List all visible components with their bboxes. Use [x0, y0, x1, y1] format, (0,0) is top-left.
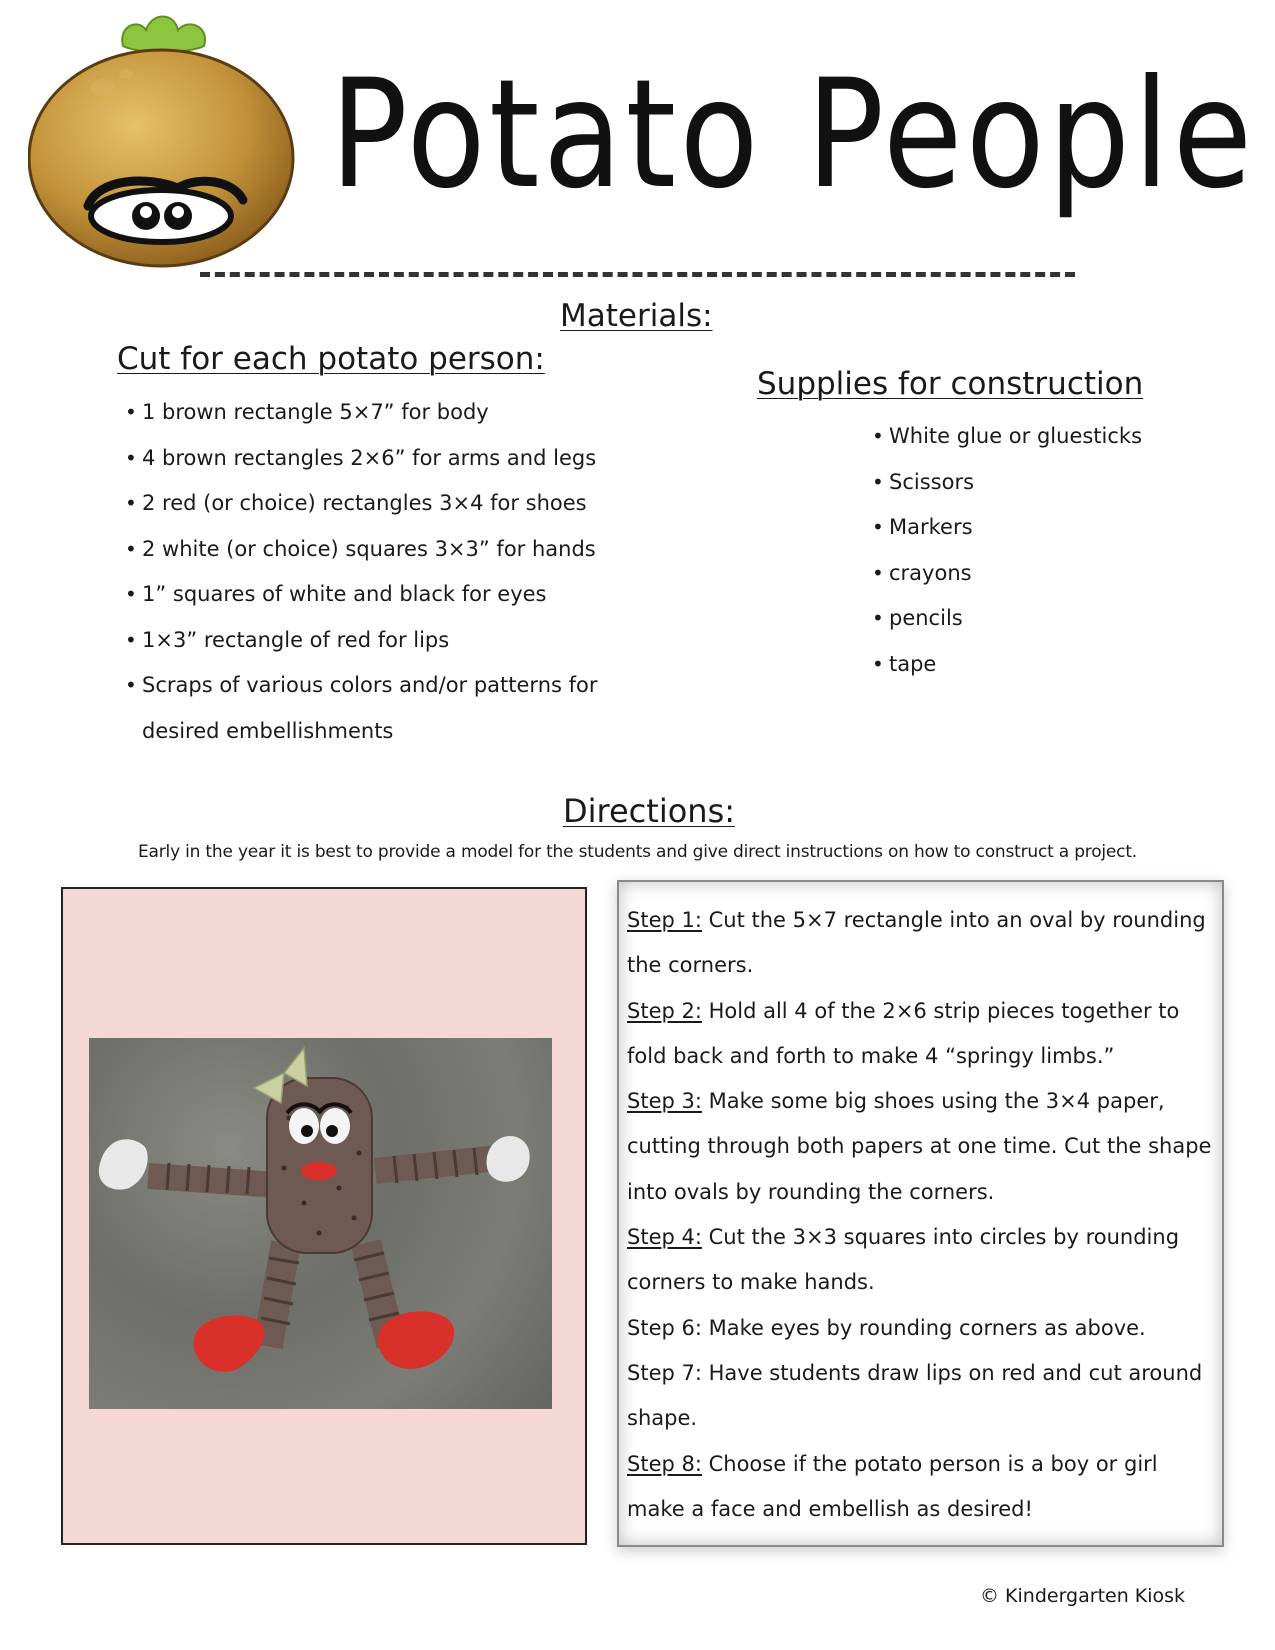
materials-heading: Materials:: [560, 298, 713, 334]
step-text: Cut the 3×3 squares into circles by rounding corners to make hands.: [627, 1225, 1180, 1295]
step-text: Have students draw lips on red and cut around shape.: [627, 1360, 1203, 1431]
list-item: • Scissors: [872, 460, 1142, 506]
step-text: Cut the 5×7 rectangle into an oval by rounding the corners.: [627, 908, 1206, 978]
step-label: Step 7:: [627, 1360, 702, 1385]
list-item: • 2 red (or choice) rectangles 3×4 for shoes: [125, 481, 645, 527]
step-text: Hold all 4 of the 2×6 strip pieces together to fold back and forth to make 4 “springy limbs.”: [627, 998, 1180, 1068]
step-text: Make some big shoes using the 3×4 paper, cutting through both papers at one time. Cut the shape into ovals by rounding the corners.: [627, 1089, 1212, 1204]
list-item: • 1×3” rectangle of red for lips: [125, 618, 645, 664]
step-text: Make eyes by rounding corners as above.: [701, 1315, 1146, 1340]
dashed-divider: [200, 272, 1075, 277]
step-label: Step 6:: [627, 1315, 702, 1340]
step-label: Step 4:: [627, 1225, 702, 1250]
directions-intro: Early in the year it is best to provide a model for the students and give direct instructions on how to construct a project.: [138, 842, 1137, 862]
list-item: • crayons: [872, 551, 1142, 597]
step-text: Choose if the potato person is a boy or girl make a face and embellish as desired!: [627, 1451, 1158, 1521]
step-2: [627, 989, 1217, 1080]
list-item: • tape: [872, 642, 1142, 688]
supplies-list: [872, 414, 1142, 687]
page-title: Potato People: [330, 48, 1256, 222]
copyright: © Kindergarten Kiosk: [980, 1585, 1186, 1607]
step-6: [627, 1306, 1217, 1351]
list-item: • Scraps of various colors and/or patterns for desired embellishments: [125, 663, 645, 754]
step-8: [627, 1442, 1217, 1533]
step-label: Step 8:: [627, 1451, 702, 1476]
list-item: • Markers: [872, 505, 1142, 551]
list-item: • White glue or gluesticks: [872, 414, 1142, 460]
step-4: [627, 1215, 1217, 1306]
step-3: [627, 1079, 1217, 1215]
list-item: • 1 brown rectangle 5×7” for body: [125, 390, 645, 436]
supplies-heading: Supplies for construction: [757, 366, 1144, 402]
step-7: [627, 1351, 1217, 1442]
list-item: • 4 brown rectangles 2×6” for arms and legs: [125, 436, 645, 482]
cut-list: [125, 390, 645, 754]
step-label: Step 3:: [627, 1089, 702, 1114]
list-item: • pencils: [872, 596, 1142, 642]
list-item: • 2 white (or choice) squares 3×3” for hands: [125, 527, 645, 573]
directions-heading: Directions:: [563, 792, 736, 830]
step-label: Step 1:: [627, 908, 702, 932]
list-item: • 1” squares of white and black for eyes: [125, 572, 645, 618]
cut-heading: Cut for each potato person:: [117, 341, 545, 377]
potato-mascot-icon: [28, 8, 298, 270]
step-1: [627, 898, 1217, 989]
potato-person-photo: [89, 1038, 552, 1409]
steps-list: [627, 898, 1217, 1532]
step-label: Step 2:: [627, 998, 702, 1023]
